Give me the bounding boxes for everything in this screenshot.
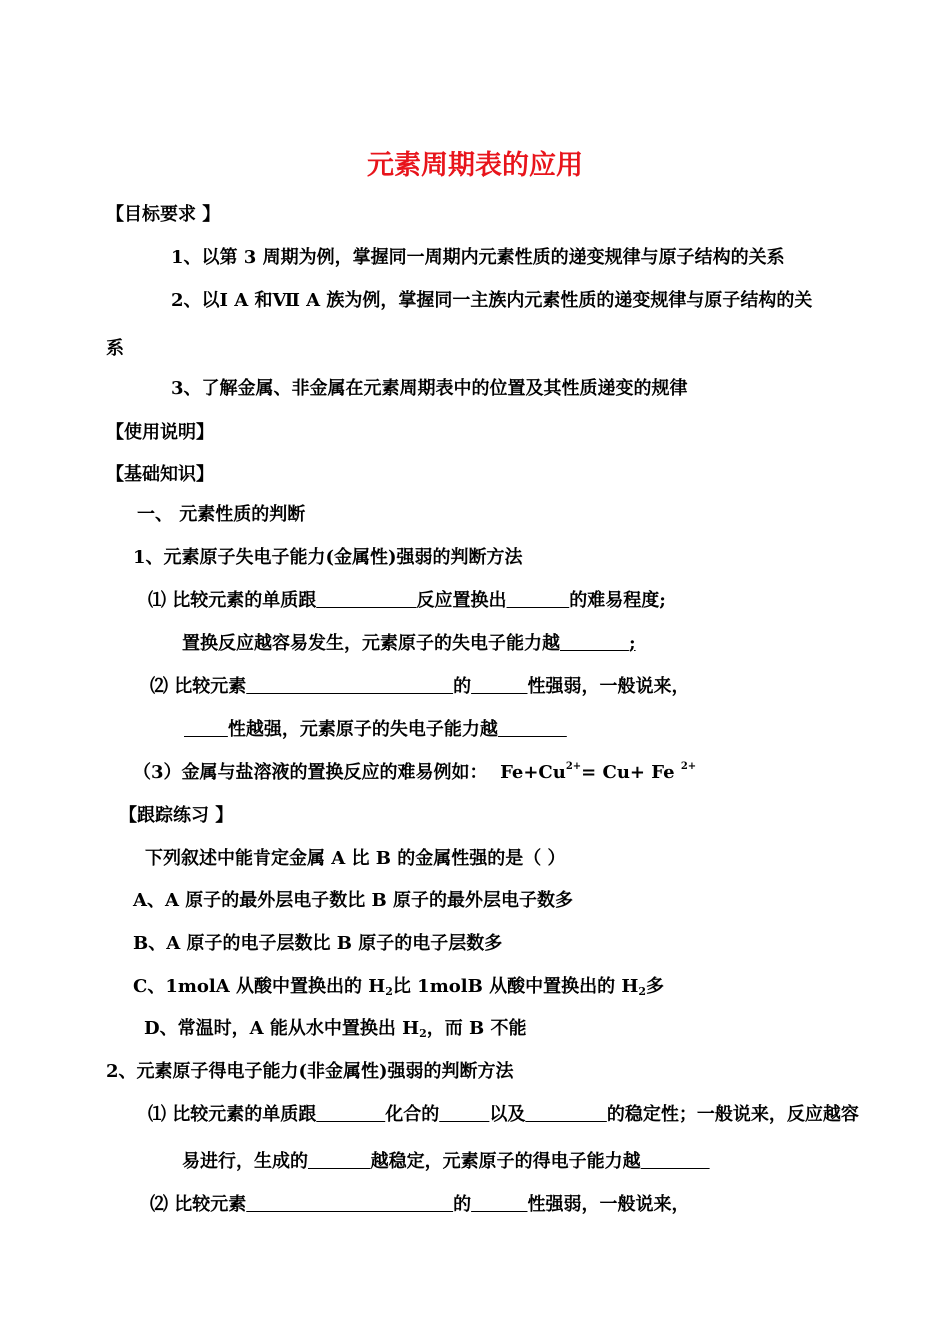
blank: [316, 1104, 385, 1125]
blank: [498, 719, 567, 740]
text: ⑴ 比较元素的单质跟: [148, 590, 317, 611]
practice-option-d: [144, 1018, 527, 1040]
basics-heading: 一、 元素性质的判断: [137, 504, 306, 525]
blank: [525, 1104, 606, 1125]
text: 性强弱，一般说来，: [527, 1194, 690, 1215]
text: ⑵ 比较元素: [150, 676, 247, 697]
practice-option-b: B、A 原子的电子层数比 B 原子的电子层数多: [133, 933, 503, 954]
practice-option-c: [133, 976, 664, 998]
blank: [184, 719, 228, 740]
practice-option-a: A、A 原子的最外层电子数比 B 原子的最外层电子数多: [133, 890, 573, 911]
page-title: 元素周期表的应用: [367, 150, 583, 181]
superscript: 2+: [565, 761, 582, 772]
subscript: 2: [638, 985, 646, 998]
text: 易进行，生成的: [182, 1151, 308, 1172]
text: 化合的: [385, 1104, 440, 1125]
text: ⑵ 比较元素: [150, 1194, 247, 1215]
text: ，而 B 不能: [426, 1018, 527, 1039]
text: C、1molA 从酸中置换出的 H: [133, 976, 386, 997]
question-1-item-3: [133, 762, 696, 784]
blank: [471, 676, 527, 697]
subscript: 2: [385, 985, 393, 998]
goal-item-3: 3、了解金属、非金属在元素周期表中的位置及其性质递变的规律: [171, 378, 688, 399]
question-2-title: 2、元素原子得电子能力(非金属性)强弱的判断方法: [106, 1061, 514, 1082]
section-practice: 【跟踪练习 】: [119, 805, 234, 826]
equation-part: = Cu+ Fe: [581, 762, 675, 783]
text: 的: [453, 676, 472, 697]
section-basics: 【基础知识】: [106, 464, 214, 485]
text: 比 1molB 从酸中置换出的 H: [392, 976, 639, 997]
question-1-item-1-cont: [182, 633, 636, 655]
question-2-item-1-cont: [182, 1151, 710, 1173]
text: （3）金属与盐溶液的置换反应的难易例如：: [133, 762, 488, 783]
goal-item-2: 2、以Ⅰ A 和Ⅶ A 族为例，掌握同一主族内元素性质的递变规律与原子结构的关: [171, 290, 813, 311]
text: 性强弱，一般说来，: [527, 676, 690, 697]
blank: [246, 676, 453, 697]
text: D、常温时，A 能从水中置换出 H: [144, 1018, 420, 1039]
text: 反应置换出: [416, 590, 507, 611]
blank: [308, 1151, 371, 1172]
section-goals: 【目标要求 】: [106, 204, 221, 225]
blank: [439, 1104, 489, 1125]
text: 置换反应越容易发生，元素原子的失电子能力越: [182, 633, 560, 654]
blank: [471, 1194, 527, 1215]
blank: [641, 1151, 710, 1172]
question-1-item-1: [148, 590, 666, 612]
subscript: 2: [419, 1027, 427, 1040]
question-2-item-1: [148, 1104, 859, 1126]
goal-item-2-cont: 系: [106, 338, 124, 359]
goal-item-1: 1、以第 3 周期为例，掌握同一周期内元素性质的递变规律与原子结构的关系: [171, 247, 785, 268]
text: 越稳定，元素原子的得电子能力越: [370, 1151, 641, 1172]
blank: [316, 590, 416, 611]
text: 以及: [489, 1104, 526, 1125]
question-1-item-2: [150, 676, 690, 698]
practice-question: 下列叙述中能肯定金属 A 比 B 的金属性强的是（ ）: [145, 848, 566, 869]
semicolon: ;: [628, 633, 636, 654]
text: 的: [453, 1194, 472, 1215]
section-usage: 【使用说明】: [106, 422, 214, 443]
blank: [507, 590, 570, 611]
text: 的稳定性；一般说来，反应越容: [606, 1104, 859, 1125]
blank: [560, 633, 636, 654]
blank: [246, 1194, 453, 1215]
text: ⑴ 比较元素的单质跟: [148, 1104, 317, 1125]
question-2-item-2: [150, 1194, 690, 1216]
text: 多: [646, 976, 664, 997]
superscript: 2+: [680, 761, 697, 772]
text: 的难易程度;: [569, 590, 666, 611]
question-1-title: 1、元素原子失电子能力(金属性)强弱的判断方法: [133, 547, 523, 568]
equation: [500, 762, 696, 783]
question-1-item-2-cont: [184, 719, 567, 741]
text: 性越强，元素原子的失电子能力越: [227, 719, 498, 740]
equation-part: Fe+Cu: [500, 762, 566, 783]
